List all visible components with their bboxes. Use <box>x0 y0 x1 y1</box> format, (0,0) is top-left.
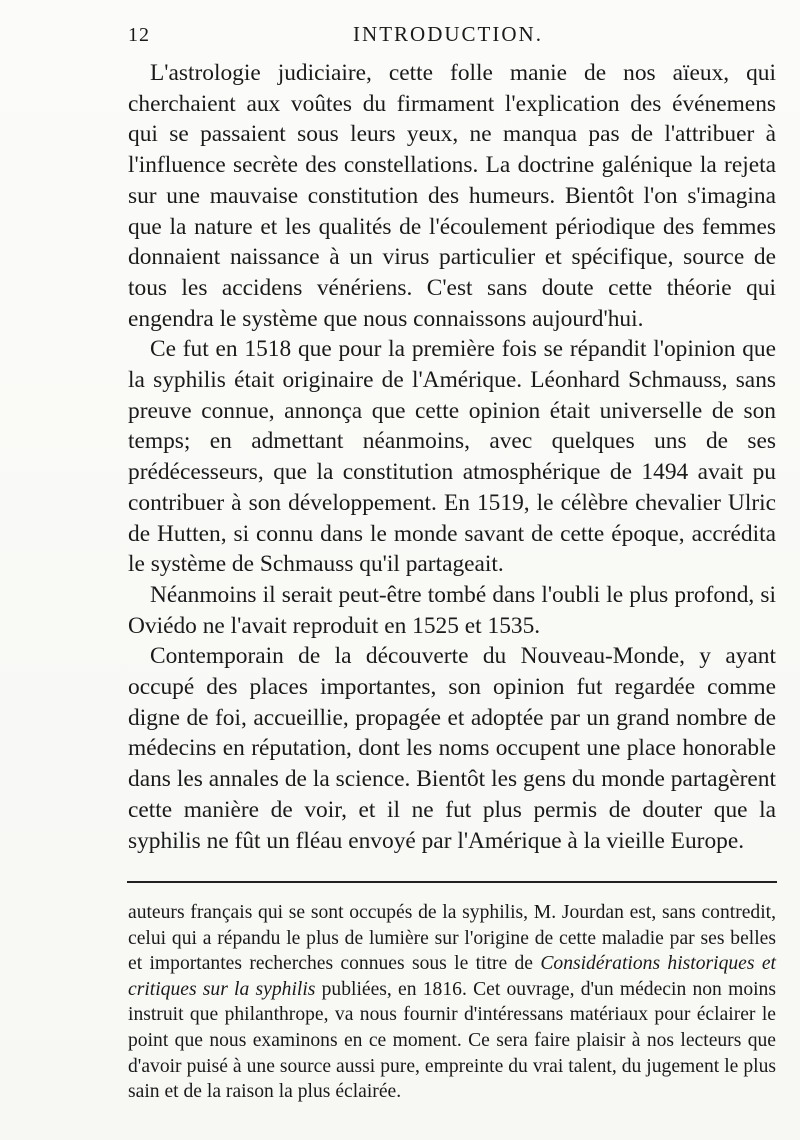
footnote <box>128 900 776 1105</box>
footnote-cited-title: Considérations historiques et critiques sur la syphilis <box>128 953 776 1000</box>
paragraph: L'astrologie judiciaire, cette folle manie de nos aïeux, qui cherchaient aux voûtes du firmament l'explication des événemens qui se passaient sous leurs yeux, ne manqua pas de l'attribuer à l'influence secrète des constellations. La doctrine galénique la rejeta sur une mauvaise constitution des humeurs. Bientôt l'on s'imagina que la nature et les qualités de l'écoulement périodique des femmes donnaient naissance à un virus particulier et spécifique, source de tous les accidens vénériens. C'est sans doute cette théorie qui engendra le système que nous connaissons aujourd'hui. <box>128 60 776 332</box>
page-header <box>128 18 768 58</box>
paragraph: Néanmoins il serait peut-être tombé dans l'oubli le plus profond, si Oviédo ne l'avait reproduit en 1525 et 1535. <box>128 581 776 639</box>
page-number: 12 <box>128 24 150 46</box>
footnote-text <box>128 900 776 1105</box>
paragraph: Ce fut en 1518 que pour la première fois se répandit l'opinion que la syphilis était originaire de l'Amérique. Léonhard Schmauss, sans preuve connue, annonça que cette opinion était universelle de son temps; en admettant néanmoins, avec quelques uns de ses prédécesseurs, que la constitution atmosphérique de 1494 avait pu contribuer à son développement. En 1519, le célèbre chevalier Ulric de Hutten, si connu dans le monde savant de cette époque, accrédita le système de Schmauss qu'il partageait. <box>128 336 776 578</box>
main-text <box>128 58 776 856</box>
footnote-separator <box>127 881 777 883</box>
running-title: INTRODUCTION. <box>353 22 543 46</box>
footnote-text-after-title: publiées, en 1816. Cet ouvrage, d'un médecin non moins instruit que philanthrope, va nous fournir d'intéressans matériaux pour éclairer le point que nous examinons en ce moment. Ce sera faire plaisir à nos lecteurs que d'avoir puisé à une source aussi pure, empreinte du vrai talent, du jugement le plus sain et de la raison la plus éclairée. <box>128 978 776 1103</box>
footnote-text-before-title: auteurs français qui se sont occupés de la syphilis, M. Jourdan est, sans contredit, celui qui a répandu le plus de lumière sur l'origine de cette maladie par ses belles et importantes recherches connues sous le titre de <box>128 902 776 975</box>
paragraph: Contemporain de la découverte du Nouveau-Monde, y ayant occupé des places importantes, son opinion fut regardée comme digne de foi, accueillie, propagée et adoptée par un grand nombre de médecins en réputation, dont les noms occupent une place honorable dans les annales de la science. Bientôt les gens du monde partagèrent cette manière de voir, et il ne fut plus permis de douter que la syphilis ne fût un fléau envoyé par l'Amérique à la vieille Europe. <box>128 643 776 854</box>
